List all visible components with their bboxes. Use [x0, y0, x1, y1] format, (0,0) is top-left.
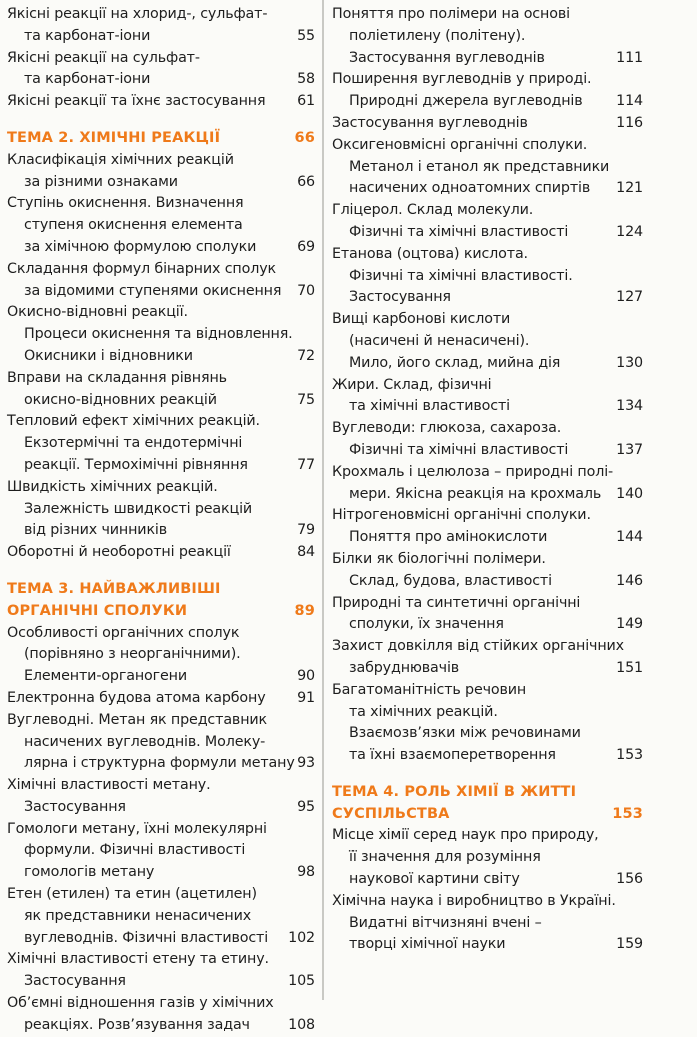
entry-title: Об’ємні відношення газів у хімічних	[7, 995, 274, 1012]
entry-title: Окисно-відновні реакції.	[7, 304, 188, 321]
page-number: 140	[616, 485, 643, 502]
toc-entry[interactable]	[7, 302, 315, 324]
toc-entry[interactable]	[332, 680, 643, 702]
entry-title: Поняття про полімери на основі	[332, 6, 570, 22]
entry-title: Окисники і відновники	[24, 347, 193, 364]
toc-entry[interactable]	[332, 723, 643, 745]
entry-title: забруднювачів	[349, 659, 460, 676]
entry-title: Етен (етилен) та етин (ацетилен)	[7, 886, 257, 903]
entry-title: наукової картини світу	[349, 871, 520, 888]
page-number: 116	[616, 114, 643, 131]
entry-title: та хімічних реакцій.	[349, 703, 498, 720]
toc-entry[interactable]	[7, 797, 315, 819]
toc-entry[interactable]	[7, 390, 315, 412]
entry-title: гомологів метану	[24, 864, 155, 881]
entry-title: Жири. Склад, фізичні	[332, 376, 492, 393]
toc-entry[interactable]	[7, 91, 315, 113]
page-number: 127	[616, 289, 643, 306]
entry-title: Якісні реакції та їхнє застосування	[7, 93, 266, 110]
entry-title: творці хімічної науки	[349, 936, 506, 953]
entry-title: Склад, будова, властивості	[349, 572, 552, 589]
toc-entry[interactable]	[332, 891, 643, 913]
toc-column-right	[332, 4, 643, 956]
entry-title: Захист довкілля від стійких органічних	[332, 638, 624, 655]
page-number: 146	[616, 572, 643, 589]
entry-title: Багатоманітність речовин	[332, 681, 527, 698]
toc-entry[interactable]	[332, 636, 643, 658]
entry-title: Місце хімії серед наук про природу,	[332, 827, 599, 844]
page-number: 144	[616, 529, 643, 546]
toc-entry[interactable]	[7, 688, 315, 710]
entry-title: від різних чинників	[24, 522, 168, 539]
entry-title: та хімічні властивості	[349, 398, 510, 415]
page-number: 69	[297, 238, 315, 255]
section-gap	[7, 564, 315, 579]
page-number: 134	[616, 398, 643, 415]
toc-entry[interactable]	[7, 710, 315, 732]
entry-title: за різними ознаками	[24, 173, 178, 190]
toc-entry[interactable]	[332, 702, 643, 724]
entry-title: Етанова (оцтова) кислота.	[332, 245, 528, 262]
page-number: 55	[297, 27, 315, 44]
toc-entry[interactable]	[7, 4, 315, 26]
toc-entry[interactable]	[7, 455, 315, 477]
column-divider	[322, 0, 324, 1000]
page-number: 108	[288, 1016, 315, 1033]
entry-title: Взаємозв’язки між речовинами	[349, 725, 581, 742]
entry-title: Застосування вуглеводнів	[332, 114, 528, 131]
toc-entry[interactable]	[332, 48, 643, 70]
page-number: 61	[297, 93, 315, 110]
entry-title: Хімічні властивості етену та етину.	[7, 951, 269, 968]
toc-entry[interactable]	[332, 934, 643, 956]
toc-entry[interactable]	[7, 906, 315, 928]
entry-title: Вуглеводи: глюкоза, сахароза.	[332, 420, 562, 437]
toc-entry[interactable]	[332, 157, 643, 179]
toc-entry[interactable]	[332, 745, 643, 767]
entry-title: Елементи-органогени	[24, 668, 187, 685]
toc-entry[interactable]	[332, 309, 643, 331]
toc-theme-heading[interactable]	[332, 804, 643, 826]
entry-title: Природні та синтетичні органічні	[332, 594, 581, 611]
page-number: 130	[616, 354, 643, 371]
entry-title: Фізичні та хімічні властивості	[349, 441, 569, 458]
toc-entry[interactable]	[7, 259, 315, 281]
entry-title: Якісні реакції на хлорид-, сульфат-	[7, 6, 268, 22]
toc-entry[interactable]	[7, 623, 315, 645]
toc-entry[interactable]	[7, 993, 315, 1015]
entry-title: вуглеводнів. Фізичні властивості	[24, 929, 269, 946]
toc-entry[interactable]	[7, 928, 315, 950]
toc-entry[interactable]	[7, 542, 315, 564]
entry-title: насичених одноатомних спиртів	[349, 180, 591, 197]
toc-entry[interactable]	[332, 593, 643, 615]
entry-title: Тепловий ефект хімічних реакцій.	[7, 413, 260, 430]
page-number: 95	[297, 798, 315, 815]
toc-entry[interactable]	[332, 484, 643, 506]
page-number: 121	[616, 180, 643, 197]
entry-title: Видатні вітчизняні вчені –	[349, 914, 542, 931]
entry-title: Природні джерела вуглеводнів	[349, 93, 583, 110]
page-number: 149	[616, 616, 643, 633]
theme-title: ТЕМА 2. ХІМІЧНІ РЕАКЦІЇ	[7, 129, 221, 146]
entry-title: та карбонат-іони	[24, 27, 151, 44]
page-number: 137	[616, 441, 643, 458]
toc-entry[interactable]	[332, 331, 643, 353]
entry-title: та їхні взаємоперетворення	[349, 747, 556, 764]
toc-entry[interactable]	[332, 266, 643, 288]
section-gap	[332, 767, 643, 782]
toc-entry[interactable]	[332, 418, 643, 440]
toc-entry[interactable]	[7, 346, 315, 368]
entry-title: Класифікація хімічних реакцій	[7, 151, 234, 168]
toc-entry[interactable]	[332, 91, 643, 113]
entry-title: Гліцерол. Склад молекули.	[332, 202, 534, 219]
entry-title: мери. Якісна реакція на крохмаль	[349, 485, 602, 502]
theme-title: ОРГАНІЧНІ СПОЛУКИ	[7, 602, 188, 619]
entry-title: Застосування	[24, 798, 126, 815]
toc-entry[interactable]	[7, 215, 315, 237]
toc-entry[interactable]	[332, 549, 643, 571]
toc-entry[interactable]	[332, 869, 643, 891]
entry-title: лярна і структурна формули метану	[24, 755, 295, 772]
page-number: 90	[297, 668, 315, 685]
toc-entry[interactable]	[7, 840, 315, 862]
page-number: 98	[297, 864, 315, 881]
toc-entry[interactable]	[7, 193, 315, 215]
page-number: 105	[288, 973, 315, 990]
entry-title: сполуки, їх значення	[349, 616, 504, 633]
entry-title: Оборотні й необоротні реакції	[7, 544, 231, 561]
page-number: 89	[294, 602, 315, 619]
entry-title: Застосування	[24, 973, 126, 990]
page-number: 151	[616, 659, 643, 676]
page-number: 114	[616, 93, 643, 110]
theme-title: ТЕМА 4. РОЛЬ ХІМІЇ В ЖИТТІ	[332, 783, 577, 800]
entry-title: Фізичні та хімічні властивості	[349, 223, 569, 240]
toc-theme-heading[interactable]	[7, 601, 315, 623]
entry-title: Швидкість хімічних реакцій.	[7, 478, 218, 495]
entry-title: Гомологи метану, їхні молекулярні	[7, 820, 267, 837]
toc-entry[interactable]	[7, 411, 315, 433]
page-number: 70	[297, 282, 315, 299]
entry-title: Поняття про амінокислоти	[349, 529, 548, 546]
toc-entry[interactable]	[332, 396, 643, 418]
page-number: 79	[297, 522, 315, 539]
entry-title: Залежність швидкості реакцій	[24, 500, 253, 517]
entry-title: реакціях. Розв’язування задач	[24, 1016, 250, 1033]
toc-entry[interactable]	[332, 69, 643, 91]
page-number: 156	[616, 871, 643, 888]
toc-entry[interactable]	[332, 440, 643, 462]
page-number: 124	[616, 223, 643, 240]
toc-entry[interactable]	[332, 200, 643, 222]
toc-entry[interactable]	[7, 775, 315, 797]
toc-entry[interactable]	[7, 862, 315, 884]
entry-title: Фізичні та хімічні властивості.	[349, 267, 573, 284]
toc-entry[interactable]	[7, 324, 315, 346]
entry-title: насичених вуглеводнів. Молеку-	[24, 733, 266, 750]
toc-entry[interactable]	[332, 375, 643, 397]
toc-entry[interactable]	[332, 4, 643, 26]
page-number: 77	[297, 456, 315, 473]
entry-title: за відомими ступенями окиснення	[24, 282, 282, 299]
entry-title: Ступінь окиснення. Визначення	[7, 195, 244, 212]
toc-entry[interactable]	[7, 477, 315, 499]
entry-title: Крохмаль і целюлоза – природні полі-	[332, 463, 614, 480]
toc-entry[interactable]	[332, 26, 643, 48]
page-number: 75	[297, 391, 315, 408]
entry-title: формули. Фізичні властивості	[24, 842, 246, 859]
entry-title: Екзотермічні та ендотермічні	[24, 435, 243, 452]
toc-entry[interactable]	[332, 505, 643, 527]
theme-title: ТЕМА 3. НАЙВАЖЛИВІШІ	[7, 580, 221, 597]
toc-entry[interactable]	[332, 244, 643, 266]
toc-entry[interactable]	[7, 499, 315, 521]
entry-title: Мило, його склад, мийна дія	[349, 354, 561, 371]
toc-entry[interactable]	[332, 847, 643, 869]
toc-entry[interactable]	[332, 571, 643, 593]
toc-entry[interactable]	[7, 26, 315, 48]
page-number: 111	[616, 49, 643, 66]
entry-title: Вправи на складання рівнянь	[7, 369, 227, 386]
page-number: 159	[616, 936, 643, 953]
toc-entry[interactable]	[7, 884, 315, 906]
entry-title: Хімічна наука і виробництво в Україні.	[332, 892, 616, 909]
toc-theme-heading[interactable]	[7, 579, 315, 601]
toc-entry[interactable]	[7, 753, 315, 775]
theme-title: СУСПІЛЬСТВА	[332, 805, 450, 822]
toc-entry[interactable]	[332, 658, 643, 680]
entry-title: Застосування вуглеводнів	[349, 49, 545, 66]
entry-title: (порівняно з неорганічними).	[24, 646, 241, 663]
entry-title: Застосування	[349, 289, 451, 306]
toc-column-left	[7, 4, 315, 1037]
toc-entry[interactable]	[7, 172, 315, 194]
page-number: 102	[288, 929, 315, 946]
toc-entry[interactable]	[7, 644, 315, 666]
toc-entry[interactable]	[332, 222, 643, 244]
entry-title: (насичені й ненасичені).	[349, 332, 530, 349]
toc-entry[interactable]	[332, 614, 643, 636]
toc-entry[interactable]	[332, 113, 643, 135]
entry-title: за хімічною формулою сполуки	[24, 238, 257, 255]
page-number: 66	[297, 173, 315, 190]
toc-entry[interactable]	[7, 949, 315, 971]
entry-title: її значення для розуміння	[349, 849, 541, 866]
toc-theme-heading[interactable]	[332, 782, 643, 804]
page-number: 58	[297, 71, 315, 88]
toc-entry[interactable]	[332, 527, 643, 549]
page-number: 91	[297, 689, 315, 706]
toc-entry[interactable]	[332, 913, 643, 935]
toc-entry[interactable]	[7, 237, 315, 259]
toc-entry[interactable]	[332, 287, 643, 309]
toc-entry[interactable]	[7, 1015, 315, 1037]
entry-title: Метанол і етанол як представники	[349, 158, 610, 175]
toc-entry[interactable]	[332, 353, 643, 375]
section-gap	[7, 113, 315, 128]
page-number: 84	[297, 544, 315, 561]
toc-entry[interactable]	[332, 178, 643, 200]
toc-entry[interactable]	[7, 433, 315, 455]
entry-title: як представники ненасичених	[24, 907, 252, 924]
entry-title: Процеси окиснення та відновлення.	[24, 326, 293, 343]
page-number: 72	[297, 347, 315, 364]
entry-title: Особливості органічних сполук	[7, 624, 240, 641]
entry-title: Якісні реакції на сульфат-	[7, 49, 200, 66]
entry-title: Поширення вуглеводнів у природі.	[332, 71, 592, 88]
toc-entry[interactable]	[7, 69, 315, 91]
entry-title: Складання формул бінарних сполук	[7, 260, 276, 277]
toc-entry[interactable]	[7, 971, 315, 993]
toc-entry[interactable]	[332, 825, 643, 847]
entry-title: поліетилену (політену).	[349, 27, 526, 44]
entry-title: ступеня окиснення елемента	[24, 217, 243, 234]
toc-theme-heading[interactable]	[7, 128, 315, 150]
page-number: 153	[616, 747, 643, 764]
entry-title: та карбонат-іони	[24, 71, 151, 88]
entry-title: Нітрогеновмісні органічні сполуки.	[332, 507, 591, 524]
entry-title: Вуглеводні. Метан як представник	[7, 711, 268, 728]
entry-title: реакції. Термохімічні рівняння	[24, 456, 248, 473]
page-number: 93	[297, 755, 315, 772]
toc-entry[interactable]	[332, 462, 643, 484]
toc-entry[interactable]	[7, 732, 315, 754]
toc-entry[interactable]	[7, 281, 315, 303]
entry-title: Білки як біологічні полімери.	[332, 550, 546, 567]
toc-entry[interactable]	[7, 520, 315, 542]
page-number: 153	[612, 805, 643, 822]
entry-title: Електронна будова атома карбону	[7, 689, 266, 706]
toc-entry[interactable]	[332, 135, 643, 157]
entry-title: Хімічні властивості метану.	[7, 777, 211, 794]
toc-entry[interactable]	[7, 368, 315, 390]
toc-entry[interactable]	[7, 819, 315, 841]
toc-entry[interactable]	[7, 48, 315, 70]
toc-entry[interactable]	[7, 150, 315, 172]
toc-entry[interactable]	[7, 666, 315, 688]
entry-title: Оксигеновмісні органічні сполуки.	[332, 136, 588, 153]
entry-title: Вищі карбонові кислоти	[332, 311, 511, 328]
entry-title: окисно-відновних реакцій	[24, 391, 217, 408]
page-number: 66	[294, 129, 315, 146]
